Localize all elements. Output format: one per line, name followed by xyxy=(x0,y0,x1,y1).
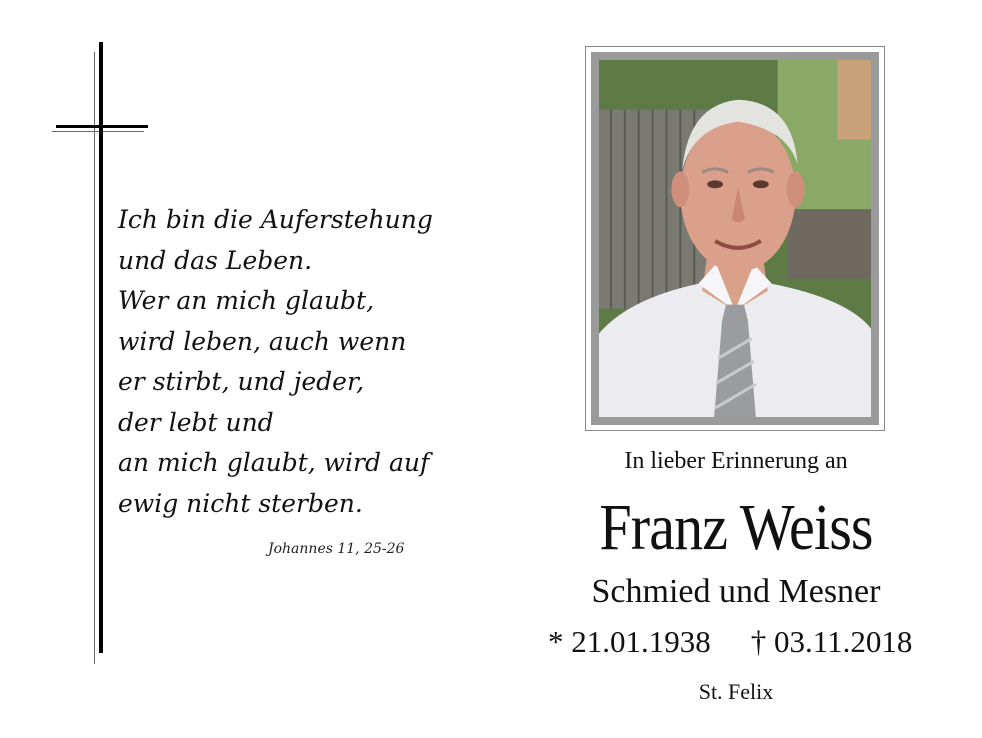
verse-line: er stirbt, und jeder, xyxy=(118,367,365,396)
cross-horizontal-beam xyxy=(56,125,148,128)
verse-line: an mich glaubt, wird auf xyxy=(118,448,430,477)
portrait-illustration xyxy=(599,60,871,417)
deceased-name: Franz Weiss xyxy=(599,491,873,564)
cross-shadow-vertical xyxy=(94,52,95,664)
life-dates xyxy=(548,624,912,660)
verse-line: Wer an mich glaubt, xyxy=(118,286,375,315)
portrait-photo xyxy=(599,60,871,417)
verse-line: ewig nicht sterben. xyxy=(118,488,363,518)
place: St. Felix xyxy=(698,679,774,704)
verse-line: Ich bin die Auferstehung xyxy=(118,205,433,234)
portrait-mat xyxy=(591,52,879,425)
cross-vertical-beam xyxy=(99,42,103,653)
death-date: † 03.11.2018 xyxy=(750,624,913,659)
verse-line: der lebt und xyxy=(118,407,274,437)
memorial-intro: In lieber Erinnerung an xyxy=(624,448,848,474)
verse-line: wird leben, auch wenn xyxy=(118,326,407,356)
cross-shadow-horizontal xyxy=(52,131,144,132)
occupation: Schmied und Mesner xyxy=(591,573,881,610)
verse-reference: Johannes 11, 25-26 xyxy=(268,541,405,557)
verse-line: und das Leben. xyxy=(118,245,313,275)
birth-date: * 21.01.1938 xyxy=(548,624,711,659)
bible-verse xyxy=(118,200,478,524)
portrait-frame xyxy=(585,46,885,431)
